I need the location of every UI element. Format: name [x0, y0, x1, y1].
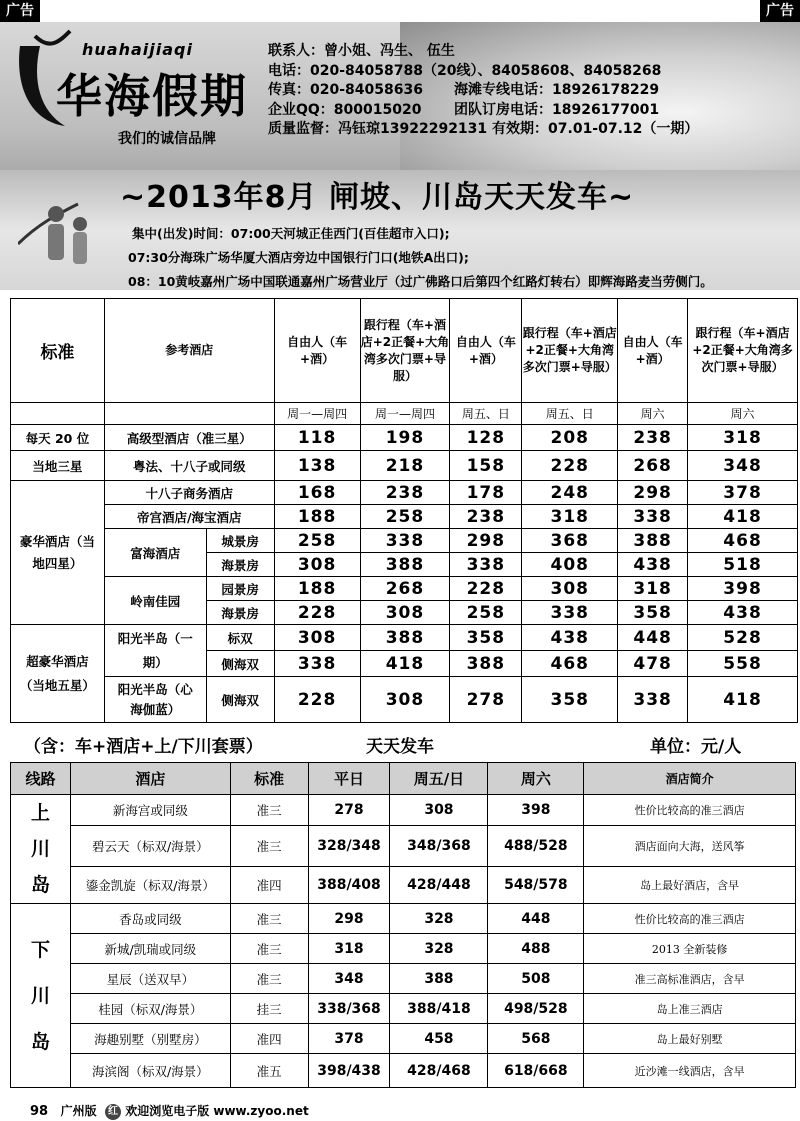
route-lower-island: 下川岛 [11, 904, 71, 1088]
price-cell: 448 [618, 625, 688, 651]
price-cell: 338 [522, 601, 618, 625]
beach-couple-icon [18, 184, 114, 280]
price-cell: 338 [274, 651, 360, 677]
table-row [11, 904, 796, 934]
price-cell: 338 [618, 677, 688, 723]
hotel-intro: 性价比较高的准三酒店 [584, 904, 796, 934]
price-cell: 228 [522, 451, 618, 481]
price-cell: 168 [274, 481, 360, 505]
price-cell: 218 [360, 451, 450, 481]
contact-qq-row [268, 101, 698, 121]
header-tour-1: 跟行程（车+酒店+2正餐+大角湾多次门票+导服） [360, 299, 450, 403]
price-saturday: 448 [488, 904, 584, 934]
price-cell: 268 [618, 451, 688, 481]
price-cell: 438 [618, 553, 688, 577]
row-standard: 当地三星 [11, 451, 105, 481]
price-cell: 318 [618, 577, 688, 601]
table-row [11, 451, 798, 481]
row-hotel: 帝宫酒店/海宝酒店 [104, 505, 274, 529]
price-cell: 348 [688, 451, 798, 481]
table-row [11, 934, 796, 964]
row-hotel: 高级型酒店（准三星） [104, 425, 274, 451]
contact-qq: 企业QQ：800015020 [268, 101, 422, 118]
price-cell: 188 [274, 577, 360, 601]
website-link[interactable]: 欢迎浏览电子版 www.zyoo.net [125, 1104, 309, 1118]
row-hotel: 富海酒店 [104, 529, 206, 577]
header-free-2: 自由人（车+酒） [450, 299, 522, 403]
price-fri-sun: 308 [390, 795, 488, 826]
price-cell: 368 [522, 529, 618, 553]
row-standard: 每天 20 位 [11, 425, 105, 451]
header-weekday: 平日 [308, 763, 390, 795]
hotel-intro: 岛上准三酒店 [584, 994, 796, 1024]
daily-departure: 天天发车 [366, 737, 434, 757]
price-cell: 208 [522, 425, 618, 451]
contact-block [268, 42, 698, 140]
price-cell: 248 [522, 481, 618, 505]
price-cell: 558 [688, 651, 798, 677]
hotel-name: 海滨阁（标双/海景） [70, 1054, 230, 1088]
room-type: 海景房 [206, 601, 274, 625]
price-cell: 228 [450, 577, 522, 601]
table-header-row [11, 763, 796, 795]
hotel-name: 新海宫或同级 [70, 795, 230, 826]
price-saturday: 398 [488, 795, 584, 826]
header-intro: 酒店简介 [584, 763, 796, 795]
edition-badge-icon: 红 [105, 1104, 121, 1120]
header-fri-sun: 周五/日 [390, 763, 488, 795]
brand-slogan: 我们的诚信品牌 [118, 131, 216, 147]
price-cell: 178 [450, 481, 522, 505]
table-row [11, 577, 798, 601]
price-cell: 258 [360, 505, 450, 529]
price-cell: 388 [618, 529, 688, 553]
hotel-name: 新城/凯瑞或同级 [70, 934, 230, 964]
departure-schedule [128, 222, 713, 290]
header-tour-2: 跟行程（车+酒店+2正餐+大角湾多次门票+导服） [522, 299, 618, 403]
price-cell: 388 [360, 625, 450, 651]
table-row [11, 425, 798, 451]
price-weekday: 328/348 [308, 825, 390, 866]
price-cell: 398 [688, 577, 798, 601]
price-cell: 378 [688, 481, 798, 505]
super-luxury-standard: 超豪华酒店（当地五星） [11, 625, 105, 723]
price-weekday: 398/438 [308, 1054, 390, 1088]
price-cell: 468 [522, 651, 618, 677]
price-fri-sun: 428/448 [390, 866, 488, 903]
price-cell: 388 [360, 553, 450, 577]
room-type: 园景房 [206, 577, 274, 601]
chuandao-band [10, 726, 798, 762]
row-hotel: 十八子商务酒店 [104, 481, 274, 505]
price-cell: 358 [618, 601, 688, 625]
price-fri-sun: 458 [390, 1024, 488, 1054]
hotel-grade: 准三 [230, 964, 308, 994]
price-saturday: 488/528 [488, 825, 584, 866]
price-cell: 278 [450, 677, 522, 723]
hotel-name: 碧云天（标双/海景） [70, 825, 230, 866]
price-cell: 478 [618, 651, 688, 677]
price-saturday: 548/578 [488, 866, 584, 903]
price-cell: 228 [274, 601, 360, 625]
day-header: 周五、日 [450, 403, 522, 425]
price-cell: 338 [360, 529, 450, 553]
price-cell: 318 [688, 425, 798, 451]
price-fri-sun: 428/468 [390, 1054, 488, 1088]
contact-beach-line: 海滩专线电话：18926178229 [454, 82, 660, 98]
price-weekday: 278 [308, 795, 390, 826]
table-row [11, 481, 798, 505]
hotel-intro: 岛上最好别墅 [584, 1024, 796, 1054]
hotel-grade: 准三 [230, 795, 308, 826]
brand-pinyin: huahaijiaqi [82, 40, 193, 59]
header-banner [0, 22, 800, 290]
price-unit: 单位：元/人 [650, 737, 742, 757]
hotel-grade: 准五 [230, 1054, 308, 1088]
price-saturday: 488 [488, 934, 584, 964]
table-row [11, 825, 796, 866]
hotel-grade: 准三 [230, 825, 308, 866]
price-cell: 308 [360, 601, 450, 625]
hotel-grade: 准四 [230, 1024, 308, 1054]
contact-group-line: 团队订房电话：18926177001 [454, 101, 660, 118]
page-number: 98 [30, 1104, 49, 1119]
hotel-name: 星辰（送双早） [70, 964, 230, 994]
price-cell: 298 [450, 529, 522, 553]
hotel-intro: 准三高标准酒店，含早 [584, 964, 796, 994]
hotel-intro: 2013 全新装修 [584, 934, 796, 964]
hotel-name: 海趣别墅（别墅房） [70, 1024, 230, 1054]
price-cell: 358 [522, 677, 618, 723]
hotel-intro: 近沙滩一线酒店，含早 [584, 1054, 796, 1088]
price-cell: 438 [688, 601, 798, 625]
hotel-name: 鎏金凯旋（标双/海景） [70, 866, 230, 903]
price-weekday: 318 [308, 934, 390, 964]
header-saturday: 周六 [488, 763, 584, 795]
day-header: 周一—周四 [360, 403, 450, 425]
hotel-grade: 挂三 [230, 994, 308, 1024]
price-weekday: 378 [308, 1024, 390, 1054]
price-cell: 308 [522, 577, 618, 601]
price-cell: 358 [450, 625, 522, 651]
zhapo-price-table [10, 298, 798, 723]
price-saturday: 498/528 [488, 994, 584, 1024]
price-weekday: 348 [308, 964, 390, 994]
price-cell: 308 [274, 625, 360, 651]
price-cell: 438 [522, 625, 618, 651]
route-upper-island: 上川岛 [11, 795, 71, 904]
price-weekday: 338/368 [308, 994, 390, 1024]
price-cell: 308 [274, 553, 360, 577]
day-header: 周六 [688, 403, 798, 425]
table-row [11, 625, 798, 651]
price-cell: 308 [360, 677, 450, 723]
header-grade: 标准 [230, 763, 308, 795]
luxury-standard: 豪华酒店（当地四星） [11, 481, 105, 625]
price-cell: 238 [450, 505, 522, 529]
price-cell: 318 [522, 505, 618, 529]
price-cell: 238 [618, 425, 688, 451]
hotel-grade: 准三 [230, 934, 308, 964]
hotel-grade: 准四 [230, 866, 308, 903]
price-fri-sun: 348/368 [390, 825, 488, 866]
row-hotel: 岭南佳园 [104, 577, 206, 625]
row-hotel: 阳光半岛（心海伽蓝） [104, 677, 206, 723]
room-type: 海景房 [206, 553, 274, 577]
price-fri-sun: 328 [390, 934, 488, 964]
table-row [11, 505, 798, 529]
row-hotel: 阳光半岛（一期） [104, 625, 206, 677]
contact-persons: 联系人：曾小姐、冯生、 伍生 [268, 43, 455, 59]
row-hotel: 粤法、十八子或同级 [104, 451, 274, 481]
hotel-grade: 准三 [230, 904, 308, 934]
table-row [11, 994, 796, 1024]
price-cell: 138 [274, 451, 360, 481]
table-row [11, 964, 796, 994]
ad-label-left: 广告 [0, 0, 40, 22]
price-cell: 298 [618, 481, 688, 505]
edition-label: 广州版 [60, 1104, 97, 1118]
contact-phone: 电话：020-84058788（20线）、84058608、84058268 [268, 62, 662, 79]
schedule-line-2: 07:30分海珠广场华厦大酒店旁边中国银行门口(地铁A出口); [128, 250, 469, 265]
hotel-name: 桂园（标双/海景） [70, 994, 230, 1024]
table-row [11, 866, 796, 903]
contact-quality: 质量监督：冯钰琼13922292131 有效期：07.01-07.12（一期） [268, 121, 699, 137]
header-free-1: 自由人（车+酒） [274, 299, 360, 403]
hotel-intro: 酒店面向大海，送风筝 [584, 825, 796, 866]
price-cell: 418 [360, 651, 450, 677]
price-saturday: 568 [488, 1024, 584, 1054]
price-fri-sun: 388 [390, 964, 488, 994]
price-cell: 158 [450, 451, 522, 481]
price-cell: 198 [360, 425, 450, 451]
headline: ~2013年8月 闸坡、川岛天天发车~ [120, 180, 635, 215]
price-cell: 338 [450, 553, 522, 577]
price-cell: 238 [360, 481, 450, 505]
header-hotel: 酒店 [70, 763, 230, 795]
table-row [11, 1024, 796, 1054]
table-row [11, 529, 798, 553]
price-cell: 418 [688, 505, 798, 529]
price-cell: 338 [618, 505, 688, 529]
table-row [11, 677, 798, 723]
ad-label-right: 广告 [760, 0, 800, 22]
price-cell: 268 [360, 577, 450, 601]
table-row [11, 1054, 796, 1088]
day-header: 周一—周四 [274, 403, 360, 425]
price-weekday: 388/408 [308, 866, 390, 903]
price-cell: 128 [450, 425, 522, 451]
header-free-3: 自由人（车+酒） [618, 299, 688, 403]
price-saturday: 618/668 [488, 1054, 584, 1088]
page-footer [30, 1102, 309, 1120]
contact-fax: 传真：020-84058636 [268, 82, 423, 98]
price-cell: 408 [522, 553, 618, 577]
room-type: 侧海双 [206, 651, 274, 677]
hotel-intro: 性价比较高的准三酒店 [584, 795, 796, 826]
price-cell: 118 [274, 425, 360, 451]
header-standard: 标准 [11, 299, 105, 403]
room-type: 侧海双 [206, 677, 274, 723]
day-header: 周五、日 [522, 403, 618, 425]
price-cell: 528 [688, 625, 798, 651]
price-saturday: 508 [488, 964, 584, 994]
price-weekday: 298 [308, 904, 390, 934]
price-cell: 258 [274, 529, 360, 553]
brand-logo [10, 26, 260, 148]
table-row [11, 795, 796, 826]
schedule-line-1: 集中(出发)时间：07:00天河城正佳西门(百佳超市入口); [132, 226, 450, 241]
hotel-intro: 岛上最好酒店，含早 [584, 866, 796, 903]
package-includes: （含：车+酒店+上/下川套票） [24, 737, 263, 757]
price-cell: 388 [450, 651, 522, 677]
header-ref-hotel: 参考酒店 [104, 299, 274, 403]
hotel-name: 香岛或同级 [70, 904, 230, 934]
day-header: 周六 [618, 403, 688, 425]
chuandao-price-table [10, 762, 796, 1088]
price-cell: 228 [274, 677, 360, 723]
header-route: 线路 [11, 763, 71, 795]
contact-fax-row [268, 81, 698, 101]
price-fri-sun: 388/418 [390, 994, 488, 1024]
price-cell: 258 [450, 601, 522, 625]
price-cell: 518 [688, 553, 798, 577]
brand-name: 华海假期 [56, 69, 248, 123]
schedule-line-3: 08：10黄岐嘉州广场中国联通嘉州广场营业厅（过广佛路口后第四个红路灯转右）即辉海路麦当劳侧门。 [128, 274, 713, 289]
price-cell: 188 [274, 505, 360, 529]
price-fri-sun: 328 [390, 904, 488, 934]
room-type: 城景房 [206, 529, 274, 553]
price-cell: 468 [688, 529, 798, 553]
header-tour-3: 跟行程（车+酒店+2正餐+大角湾多次门票+导服） [688, 299, 798, 403]
room-type: 标双 [206, 625, 274, 651]
price-cell: 418 [688, 677, 798, 723]
